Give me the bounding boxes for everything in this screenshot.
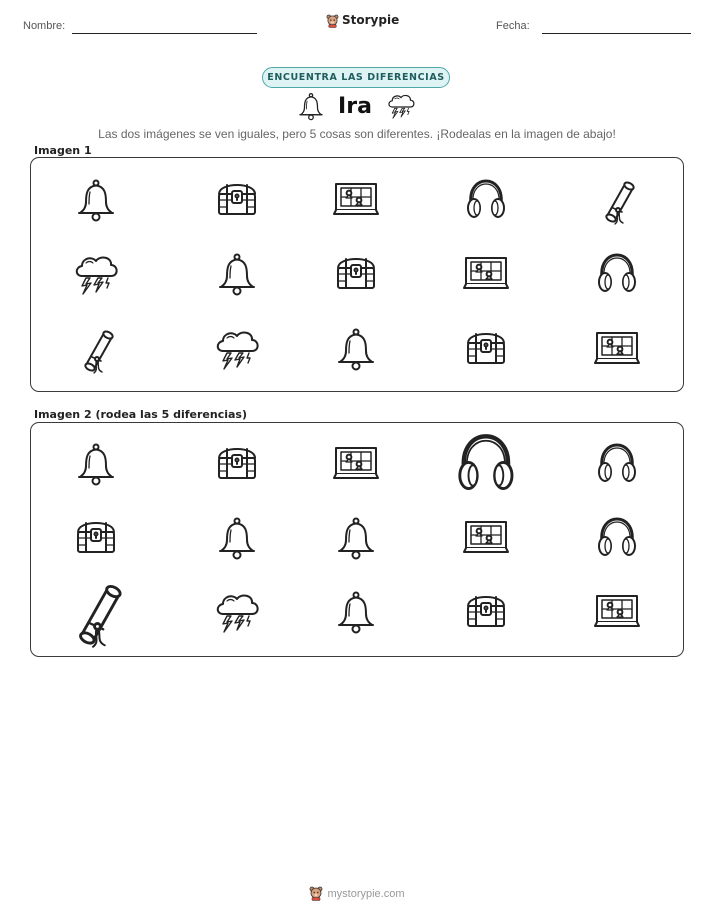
storm-cloud-icon xyxy=(72,252,120,298)
bell-icon[interactable] xyxy=(217,516,257,560)
name-line[interactable] xyxy=(72,33,257,34)
bear-mascot-icon xyxy=(326,13,339,27)
treasure-chest-icon xyxy=(464,327,508,367)
storm-cloud-icon xyxy=(386,92,416,120)
board-game-icon xyxy=(332,178,380,218)
treasure-chest-icon xyxy=(334,252,378,292)
bell-icon xyxy=(76,178,116,222)
bell-icon[interactable] xyxy=(336,590,376,634)
bell-icon[interactable] xyxy=(76,442,116,486)
board-game-icon[interactable] xyxy=(593,590,641,630)
treasure-chest-icon[interactable] xyxy=(215,442,259,482)
image2-label: Imagen 2 (rodea las 5 diferencias) xyxy=(34,408,248,421)
footer xyxy=(0,886,714,901)
date-label: Fecha: xyxy=(496,20,530,32)
date-line[interactable] xyxy=(542,33,691,34)
bear-mascot-icon xyxy=(309,886,323,901)
storm-cloud-icon[interactable] xyxy=(213,590,261,636)
scroll-icon[interactable] xyxy=(67,580,125,650)
headphones-icon[interactable] xyxy=(454,432,518,493)
brand-logo xyxy=(326,13,399,27)
treasure-chest-icon[interactable] xyxy=(74,516,118,556)
scroll-icon xyxy=(597,178,637,226)
board-game-icon[interactable] xyxy=(332,442,380,482)
bell-icon xyxy=(336,327,376,371)
treasure-chest-icon[interactable] xyxy=(464,590,508,630)
headphones-icon xyxy=(595,252,639,294)
scroll-icon xyxy=(76,327,116,375)
name-label: Nombre: xyxy=(23,20,66,32)
footer-site: mystorypie.com xyxy=(327,887,405,900)
brand-name: Storypie xyxy=(342,13,400,27)
treasure-chest-icon xyxy=(215,178,259,218)
activity-badge: ENCUENTRA LAS DIFERENCIAS xyxy=(262,67,450,88)
page-title: Ira xyxy=(338,93,372,119)
board-game-icon xyxy=(593,327,641,367)
bell-icon[interactable] xyxy=(336,516,376,560)
headphones-icon[interactable] xyxy=(595,516,639,558)
image1-label: Imagen 1 xyxy=(34,144,92,157)
title-row xyxy=(0,92,714,120)
bell-icon xyxy=(217,252,257,296)
instructions: Las dos imágenes se ven iguales, pero 5 cosas son diferentes. ¡Rodealas en la imagen de abajo! xyxy=(98,127,616,141)
storm-cloud-icon xyxy=(213,327,261,373)
headphones-icon xyxy=(464,178,508,220)
board-game-icon xyxy=(462,252,510,292)
headphones-icon[interactable] xyxy=(595,442,639,484)
bell-icon xyxy=(298,92,324,120)
board-game-icon[interactable] xyxy=(462,516,510,556)
